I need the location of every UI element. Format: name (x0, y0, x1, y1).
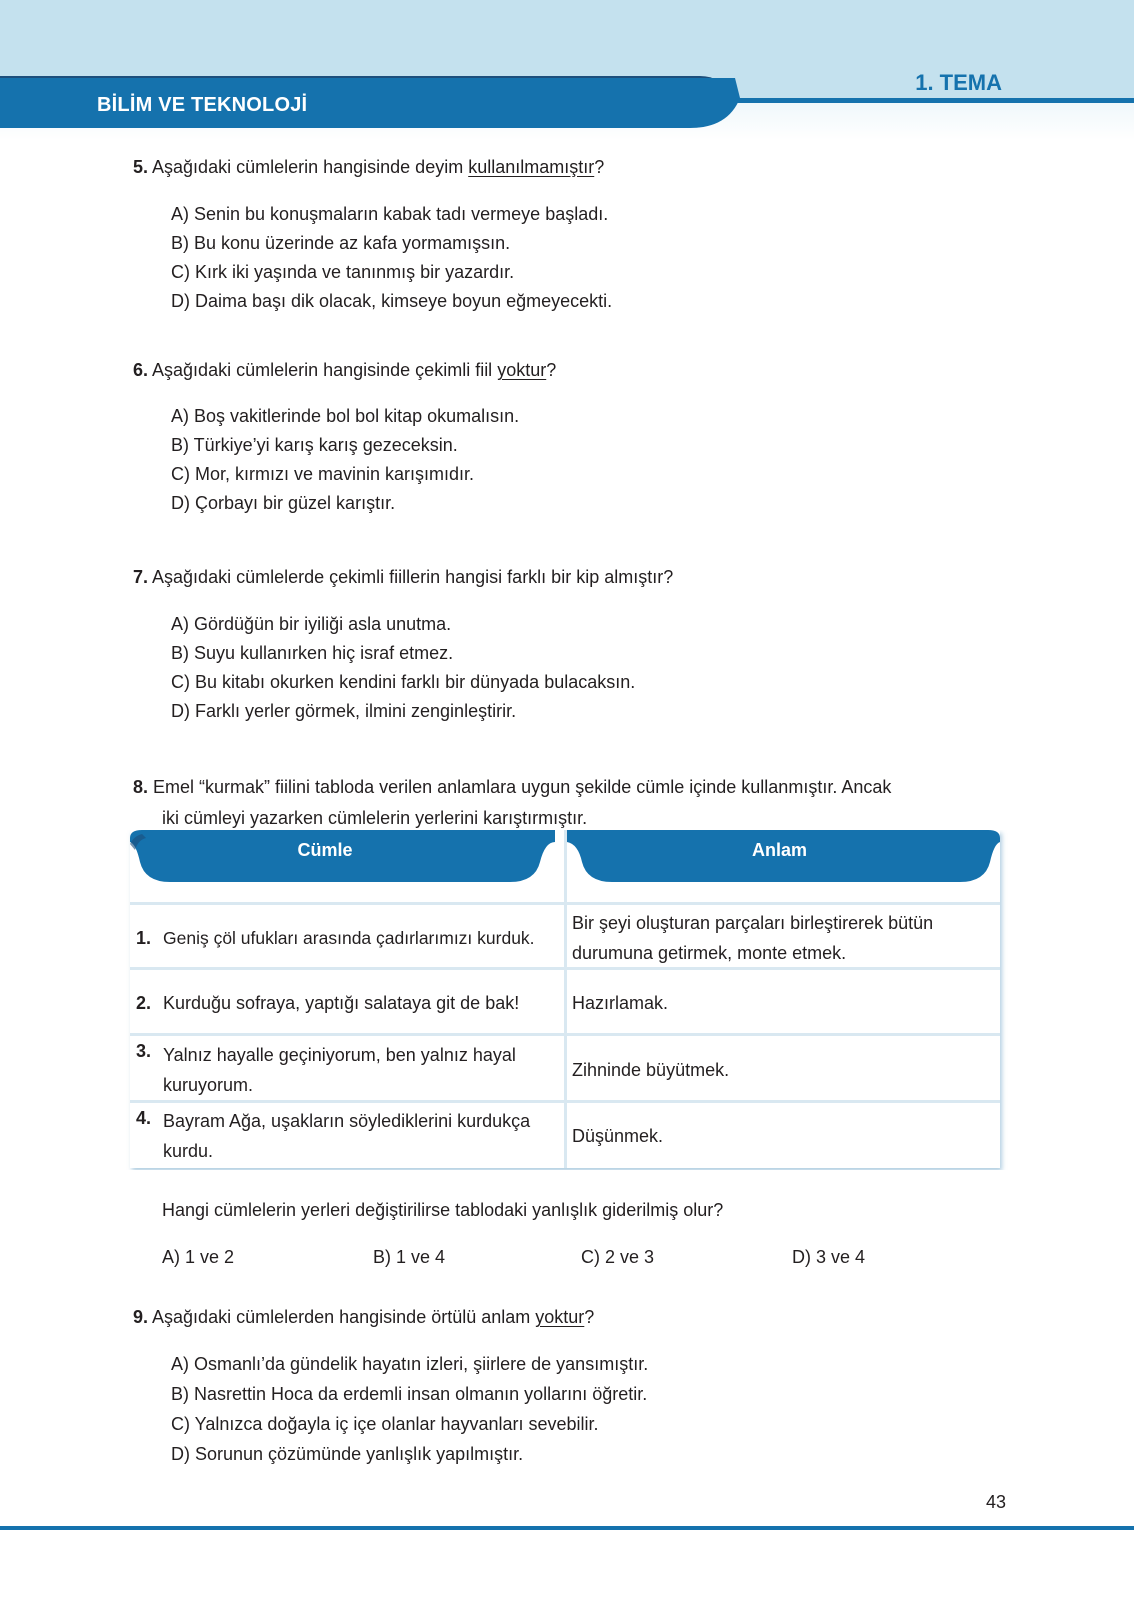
option-b: B) Suyu kullanırken hiç israf etmez. (171, 643, 454, 663)
option-c: C) Mor, kırmızı ve mavinin karışımıdır. (171, 464, 475, 484)
underlined-word: kullanılmamıştır (468, 157, 595, 177)
option-a: A) Gördüğün bir iyiliği asla unutma. (171, 614, 452, 634)
row-meaning: Zihninde büyütmek. (572, 1059, 730, 1080)
question-text: Aşağıdaki cümlelerin hangisinde deyim (152, 157, 469, 177)
option-a: A) Senin bu konuşmaların kabak tadı vermeye başladı. (171, 204, 609, 224)
row-number: 1. (136, 927, 152, 948)
answer-c: C) 2 ve 3 (581, 1247, 655, 1267)
row-meaning-cell (572, 905, 992, 970)
table-row (136, 1036, 560, 1103)
table-header-meaning: Anlam (751, 840, 807, 860)
underlined-word: yoktur (497, 360, 547, 380)
question-7 (133, 567, 673, 587)
option-c: C) Bu kitabı okurken kendini farklı bir dünyada bulacaksın. (171, 672, 636, 692)
underlined-word: yoktur (535, 1307, 585, 1327)
question-5 (133, 157, 604, 177)
option-c: C) Yalnızca doğayla iç içe olanlar hayvanları sevebilir. (171, 1414, 599, 1434)
row-sentence: Bayram Ağa, uşakların söylediklerini kurdukça kurdu. (163, 1110, 531, 1161)
question-text: Aşağıdaki cümlelerin hangisinde çekimli fiil (152, 360, 498, 380)
question-number: 8. (133, 777, 149, 797)
table-header-sentence: Cümle (297, 840, 353, 860)
option-a: A) Boş vakitlerinde bol bol kitap okumalısın. (171, 406, 520, 426)
question-number: 7. (133, 567, 149, 587)
row-number: 4. (136, 1108, 152, 1128)
footer-line (0, 1526, 1134, 1530)
option-b: B) Bu konu üzerinde az kafa yormamışsın. (171, 233, 511, 253)
option-d: D) Çorbayı bir güzel karıştır. (171, 493, 396, 513)
page-header (0, 0, 1134, 140)
option-c: C) Kırk iki yaşında ve tanınmış bir yazardır. (171, 262, 515, 282)
question-number: 6. (133, 360, 149, 380)
row-number: 2. (136, 993, 152, 1013)
question-text: Aşağıdaki cümlelerden hangisinde örtülü anlam (152, 1307, 536, 1327)
option-b: B) Nasrettin Hoca da erdemli insan olmanın yollarını öğretir. (171, 1384, 648, 1404)
row-meaning-cell (572, 1036, 992, 1103)
answer-b: B) 1 ve 4 (373, 1247, 446, 1267)
option-d: D) Sorunun çözümünde yanlışlık yapılmıştır. (171, 1444, 524, 1464)
question-mark: ? (546, 360, 557, 380)
row-meaning-cell (572, 1103, 992, 1168)
question-8 (133, 777, 1009, 797)
option-b: B) Türkiye’yi karış karış gezeceksin. (171, 435, 458, 455)
question-8-prompt: Hangi cümlelerin yerleri değiştirilirse tablodaki yanlışlık giderilmiş olur? (162, 1200, 724, 1220)
question-6 (133, 360, 556, 380)
answer-d: D) 3 ve 4 (792, 1247, 866, 1267)
row-number: 3. (136, 1041, 152, 1061)
row-sentence: Geniş çöl ufukları arasında çadırlarımızı kurduk. (163, 927, 535, 948)
question-mark: ? (584, 1307, 595, 1327)
row-meaning: Düşünmek. (572, 1125, 664, 1146)
option-d: D) Daima başı dik olacak, kimseye boyun eğmeyecekti. (171, 291, 613, 311)
option-d: D) Farklı yerler görmek, ilmini zenginleştirir. (171, 701, 517, 721)
row-meaning-cell (572, 970, 992, 1036)
section-title: BİLİM VE TEKNOLOJİ (97, 94, 308, 116)
answer-a: A) 1 ve 2 (162, 1247, 235, 1267)
table-row (136, 905, 560, 970)
question-number: 9. (133, 1307, 149, 1327)
row-meaning: Bir şeyi oluşturan parçaları birleştirerek bütün durumuna getirmek, monte etmek. (572, 912, 934, 963)
row-meaning: Hazırlamak. (572, 993, 669, 1013)
question-mark: ? (594, 157, 605, 177)
question-text: Emel “kurmak” fiilini tabloda verilen anlamlara uygun şekilde cümle içinde kullanmıştır. Ancak (153, 777, 892, 797)
question-8-line2: iki cümleyi yazarken cümlelerin yerlerini karıştırmıştır. (162, 808, 588, 828)
question-text: Aşağıdaki cümlelerde çekimli fiillerin hangisi farklı bir kip almıştır? (152, 567, 674, 587)
option-a: A) Osmanlı’da gündelik hayatın izleri, şiirlere de yansımıştır. (171, 1354, 649, 1374)
table-row (136, 1103, 560, 1168)
question-9 (133, 1307, 594, 1327)
tema-label: 1. TEMA (915, 70, 1002, 95)
question-number: 5. (133, 157, 149, 177)
row-sentence: Kurduğu sofraya, yaptığı salataya git de bak! (163, 993, 520, 1013)
row-sentence: Yalnız hayalle geçiniyorum, ben yalnız hayal kuruyorum. (163, 1044, 516, 1095)
table-row (136, 970, 568, 1036)
page-number: 43 (985, 1492, 1006, 1512)
